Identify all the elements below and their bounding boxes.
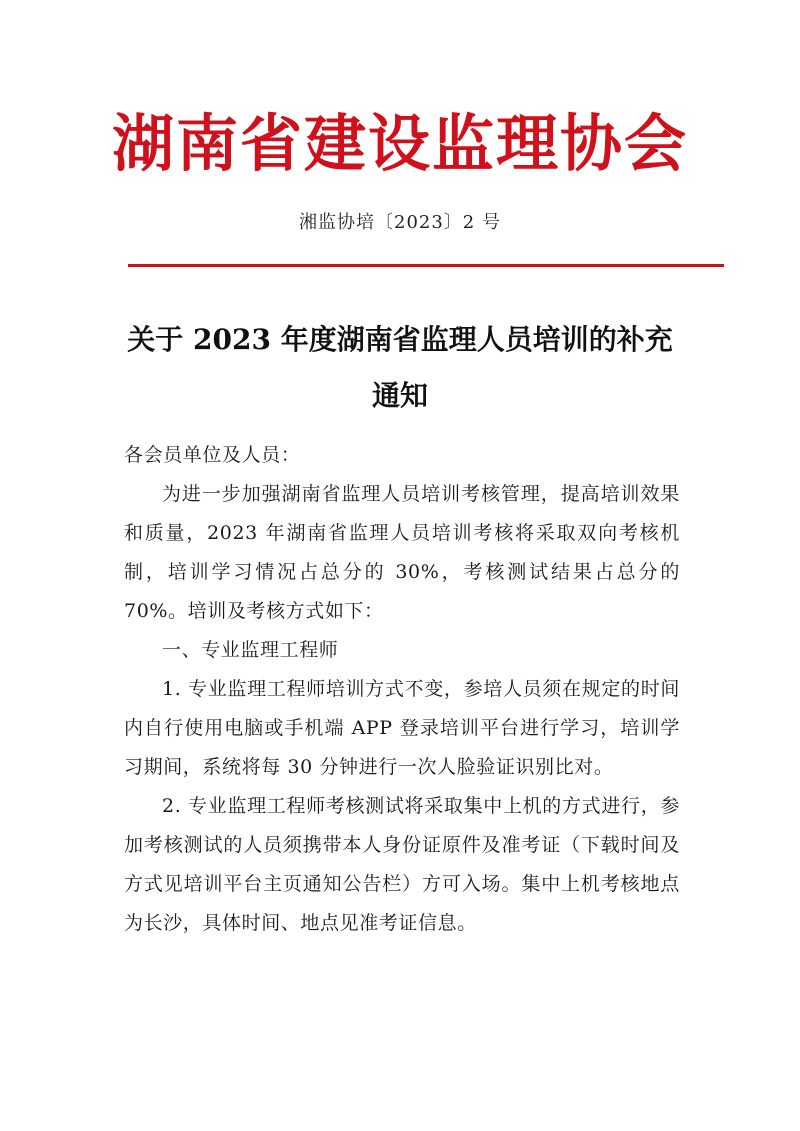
document-title-line-2: 通知 <box>371 379 428 412</box>
document-title <box>120 312 680 424</box>
document-number: 湘监协培〔2023〕2 号 <box>299 212 501 233</box>
salutation: 各会员单位及人员： <box>124 444 301 466</box>
organization-title: 湖南省建设监理协会 <box>111 107 688 180</box>
paragraph-item-1: 1. 专业监理工程师培训方式不变，参培人员须在规定的时间内自行使用电脑或手机端 APP 登录培训平台进行学习，培训学习期间，系统将每 30 分钟进行一次人脸验证识别比对。 <box>124 678 680 778</box>
section-heading-1: 一、专业监理工程师 <box>162 639 339 661</box>
paragraph-item-2: 2. 专业监理工程师考核测试将采取集中上机的方式进行，参加考核测试的人员须携带本人身份证原件及准考证（下载时间及方式见培训平台主页通知公告栏）方可入场。集中上机考核地点为长沙，具体时间、地点见准考证信息。 <box>124 795 680 934</box>
paragraph-intro: 为进一步加强湖南省监理人员培训考核管理，提高培训效果和质量，2023 年湖南省监理人员培训考核将采取双向考核机制，培训学习情况占总分的 30%，考核测试结果占总分的 70%。培训及考核方式如下： <box>124 483 680 622</box>
red-divider-line <box>128 264 724 267</box>
document-body <box>124 436 680 943</box>
document-title-line-1: 关于 2023 年度湖南省监理人员培训的补充 <box>127 323 673 356</box>
